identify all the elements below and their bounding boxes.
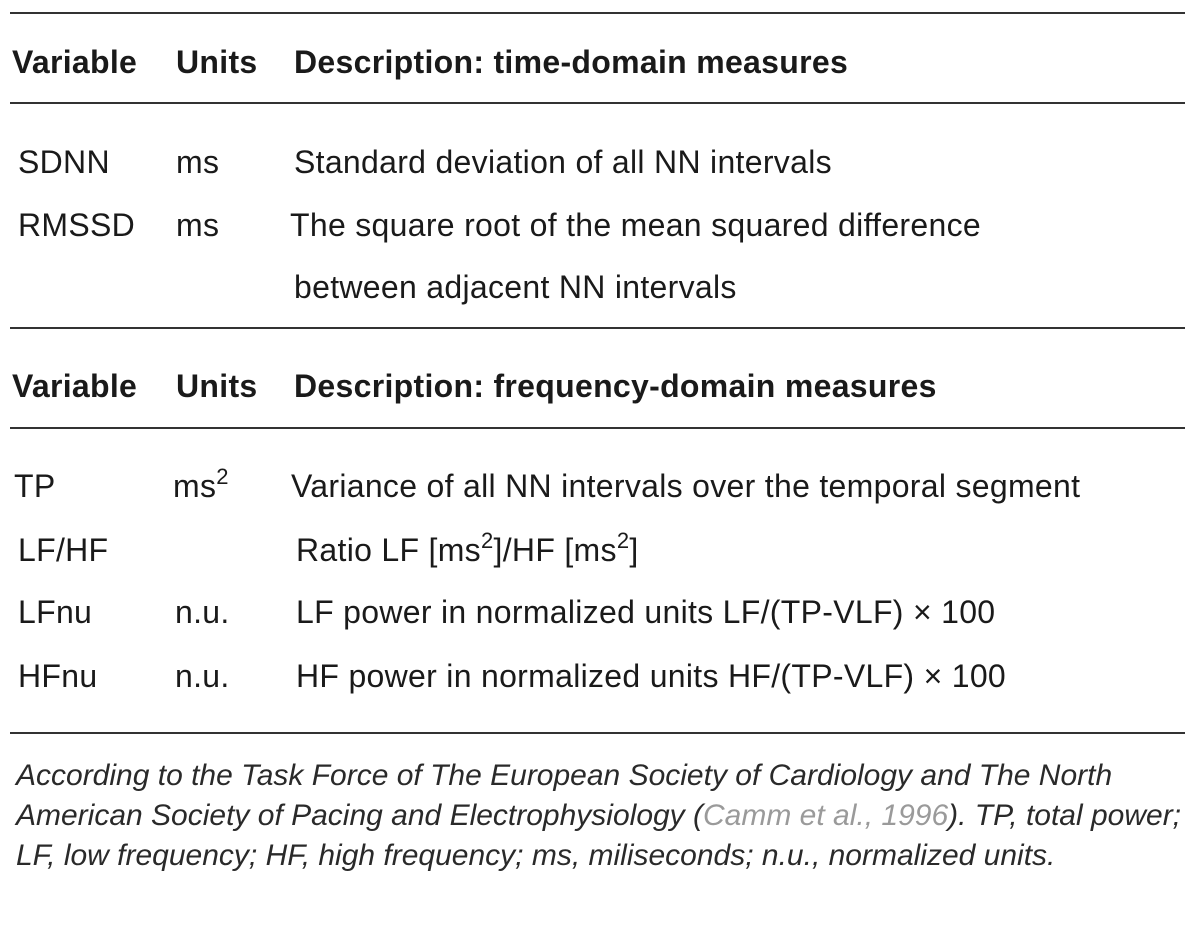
row-description-line2: between adjacent NN intervals xyxy=(294,269,737,305)
row-variable: LF/HF xyxy=(18,532,109,568)
header-rule xyxy=(10,427,1185,429)
row-units: n.u. xyxy=(175,594,230,630)
section-divider-rule xyxy=(10,327,1185,329)
superscript: 2 xyxy=(616,528,630,553)
row-variable: LFnu xyxy=(18,594,93,630)
header-variable: Variable xyxy=(12,368,138,404)
row-variable: SDNN xyxy=(18,144,110,180)
header-units: Units xyxy=(176,44,258,80)
citation-link[interactable]: Camm et al., 1996 xyxy=(703,799,949,832)
table-bottom-rule xyxy=(10,732,1185,734)
row-variable: TP xyxy=(14,468,56,504)
row-description: HF power in normalized units HF/(TP-VLF) × 100 xyxy=(296,658,1007,694)
row-description: Standard deviation of all NN intervals xyxy=(294,144,832,180)
row-variable: RMSSD xyxy=(18,207,136,243)
row-description: LF power in normalized units LF/(TP-VLF) × 100 xyxy=(296,594,996,630)
superscript: 2 xyxy=(216,464,229,489)
row-description: Ratio LF $[ms^2]/HF$ $[ms^2]$ xyxy=(296,528,639,568)
header-description: Description: frequency-domain measures xyxy=(294,368,937,404)
header-units: Units xyxy=(176,368,258,404)
header-variable: Variable xyxy=(12,44,138,80)
table-top-rule xyxy=(10,12,1185,14)
header-rule xyxy=(10,102,1185,104)
row-units: ms xyxy=(176,144,220,180)
row-units: ms xyxy=(176,207,220,243)
row-units: n.u. xyxy=(175,658,230,694)
row-description-line1: The square root of the mean squared difference xyxy=(290,207,981,243)
row-description: Variance of all NN intervals over the temporal segment xyxy=(291,468,1081,504)
superscript: 2 xyxy=(480,528,494,553)
row-variable: HFnu xyxy=(18,658,98,694)
row-units: $ms^2$ xyxy=(173,464,229,504)
table-footnote: According to the Task Force of The European Society of Cardiology and The North American Society of Pacing and Electrophysiology (Camm et al., 1996). TP, total power; LF, low frequency; HF, high frequency; ms, miliseconds; n.u., normalized units. xyxy=(16,759,1182,872)
header-description: Description: time-domain measures xyxy=(294,44,849,80)
